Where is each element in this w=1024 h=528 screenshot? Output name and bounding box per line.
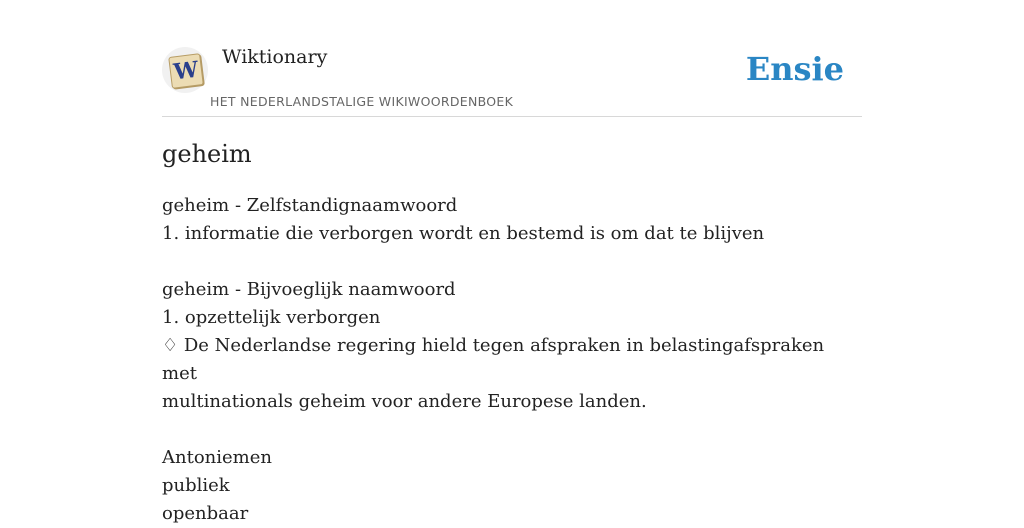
definition-item: 1. informatie die verborgen wordt en bestemd is om dat te blijven: [162, 223, 765, 244]
antonym-item: publiek: [162, 475, 230, 496]
site-tagline: HET NEDERLANDSTALIGE WIKIWOORDENBOEK: [210, 94, 514, 109]
example-sentence-line: multinationals geheim voor andere Europese landen.: [162, 391, 647, 412]
definition-item: 1. opzettelijk verborgen: [162, 307, 381, 328]
spacer: [162, 248, 842, 276]
antonym-item: openbaar: [162, 503, 249, 524]
page-title: geheim: [162, 140, 252, 168]
antonyms-heading: Antoniemen: [162, 447, 272, 468]
site-header: [162, 0, 862, 117]
brand-logo[interactable]: Ensie: [745, 50, 844, 88]
logo-tile: W: [168, 53, 204, 89]
wiktionary-logo-icon[interactable]: [162, 47, 208, 93]
entry-heading: geheim - Zelfstandignaamwoord: [162, 195, 458, 216]
entry-heading: geheim - Bijvoeglijk naamwoord: [162, 279, 456, 300]
spacer: [162, 416, 842, 444]
example-sentence-line: ♢ De Nederlandse regering hield tegen afspraken in belastingafspraken met: [162, 335, 825, 384]
definition-content: [162, 192, 842, 528]
site-name[interactable]: Wiktionary: [222, 46, 328, 68]
